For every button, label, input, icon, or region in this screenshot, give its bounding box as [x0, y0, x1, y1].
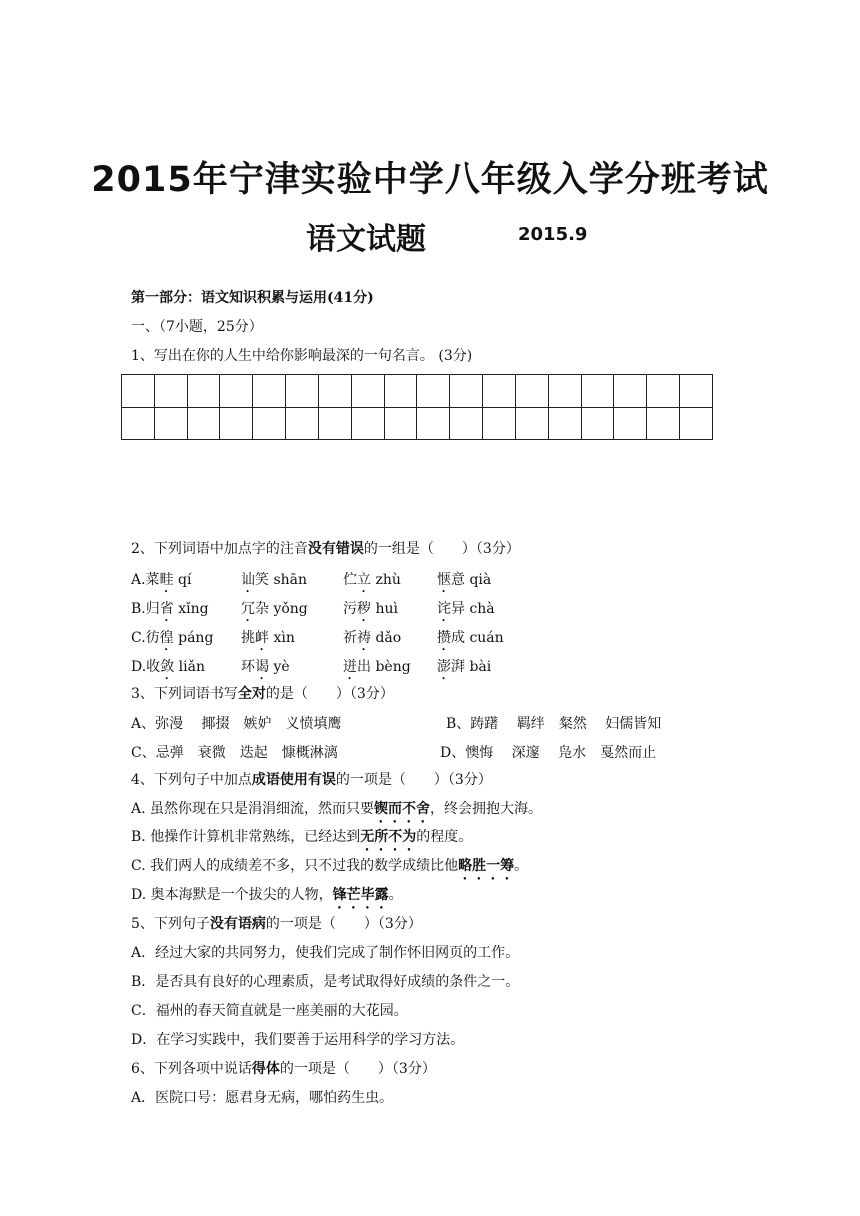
question-4-option-d: D. 奥本海默是一个拔尖的人物，锋芒毕露。 — [131, 887, 403, 903]
answer-grid-cell[interactable] — [187, 407, 220, 440]
answer-grid-cell[interactable] — [384, 375, 417, 408]
question-2-option-item: 讪笑 shān — [241, 572, 308, 588]
answer-grid-cell[interactable] — [450, 375, 483, 408]
answer-grid-cell[interactable] — [253, 375, 286, 408]
answer-grid-cell[interactable] — [450, 407, 483, 440]
exam-date: 2015.9 — [518, 224, 588, 245]
part1-heading: 第一部分：语文知识积累与运用(41分) — [131, 290, 374, 306]
question-2-option-item: 环谒 yè — [241, 659, 290, 675]
answer-grid-cell[interactable] — [483, 407, 516, 440]
question-4-stem: 4、下列句子中加点成语使用有误的一项是（ ）（3分） — [131, 772, 492, 788]
question-2-option-item: A.菜畦 qí — [131, 572, 192, 588]
answer-grid-cell[interactable] — [154, 375, 187, 408]
answer-grid-cell[interactable] — [122, 407, 155, 440]
question-3-option-c: C、忌弹 衰微 迭起 慷概淋漓 — [131, 745, 338, 761]
answer-grid-cell[interactable] — [318, 375, 351, 408]
question-3-option-d: D、懊悔 深邃 凫水 戛然而止 — [440, 745, 657, 761]
answer-grid-cell[interactable] — [417, 375, 450, 408]
answer-grid-cell[interactable] — [515, 375, 548, 408]
question-2-option-item: 污秽 huì — [343, 601, 398, 617]
question-5-option-c: C．福州的春天简直就是一座美丽的大花园。 — [131, 1003, 408, 1019]
answer-grid-cell[interactable] — [253, 407, 286, 440]
question-3-option-a: A、弥漫 揶掇 嫉妒 义愤填鹰 — [131, 716, 342, 732]
answer-grid-cell[interactable] — [286, 375, 319, 408]
question-3-option-b: B、踌躇 羁绊 粲然 妇儒皆知 — [446, 716, 662, 732]
question-5-option-b: B．是否具有良好的心理素质，是考试取得好成绩的条件之一。 — [131, 974, 520, 990]
answer-grid-cell[interactable] — [286, 407, 319, 440]
answer-grid-cell[interactable] — [680, 375, 713, 408]
question-2-option-item: C.彷徨 páng — [131, 630, 214, 646]
question-5-option-a: A．经过大家的共同努力，使我们完成了制作怀旧网页的工作。 — [131, 945, 520, 961]
answer-grid-cell[interactable] — [515, 407, 548, 440]
answer-grid-cell[interactable] — [647, 375, 680, 408]
answer-grid-cell[interactable] — [614, 407, 647, 440]
answer-grid-cell[interactable] — [548, 407, 581, 440]
answer-grid-cell[interactable] — [548, 375, 581, 408]
question-2-stem: 2、下列词语中加点字的注音没有错误的一组是（ ）（3分） — [131, 541, 520, 557]
question-2-option-item: 迸出 bèng — [343, 659, 411, 675]
exam-subtitle: 语文试题 — [306, 222, 426, 257]
answer-grid-cell[interactable] — [187, 375, 220, 408]
section1-heading: 一、（7小题，25分） — [131, 319, 263, 335]
answer-grid-cell[interactable] — [220, 407, 253, 440]
question-2-option-item: 澎湃 bài — [437, 659, 492, 675]
answer-grid-cell[interactable] — [351, 407, 384, 440]
answer-grid-cell[interactable] — [483, 375, 516, 408]
question-2-option-item: 祈祷 dǎo — [343, 630, 402, 646]
answer-grid-cell[interactable] — [351, 375, 384, 408]
answer-grid-cell[interactable] — [318, 407, 351, 440]
answer-grid-cell[interactable] — [581, 375, 614, 408]
answer-grid[interactable] — [121, 374, 713, 440]
question-2-option-item: 诧异 chà — [437, 601, 495, 617]
question-6-stem: 6、下列各项中说话得体的一项是（ ）（3分） — [131, 1061, 436, 1077]
question-6-option-a: A．医院口号：愿君身无病，哪怕药生虫。 — [131, 1090, 394, 1106]
question-1: 1、写出在你的人生中给你影响最深的一句名言。 (3分) — [131, 348, 473, 364]
question-2-option-item: 挑衅 xìn — [241, 630, 295, 646]
question-4-option-c: C. 我们两人的成绩差不多，只不过我的数学成绩比他略胜一筹。 — [131, 858, 529, 874]
answer-grid-cell[interactable] — [614, 375, 647, 408]
question-2-option-item: D.收敛 liǎn — [131, 659, 205, 675]
answer-grid-cell[interactable] — [581, 407, 614, 440]
answer-grid-cell[interactable] — [384, 407, 417, 440]
question-2-option-item: 伫立 zhù — [343, 572, 401, 588]
question-3-stem: 3、下列词语书写全对的是（ ）（3分） — [131, 686, 394, 702]
answer-grid-cell[interactable] — [680, 407, 713, 440]
question-2-option-item: 冗杂 yǒng — [241, 601, 308, 617]
answer-grid-cell[interactable] — [122, 375, 155, 408]
question-2-option-item: 惬意 qià — [437, 572, 492, 588]
exam-title: 2015年宁津实验中学八年级入学分班考试 — [91, 160, 769, 200]
answer-grid-cell[interactable] — [220, 375, 253, 408]
question-5-option-d: D．在学习实践中，我们要善于运用科学的学习方法。 — [131, 1032, 465, 1048]
question-2-option-item: 攒成 cuán — [437, 630, 504, 646]
question-4-option-b: B. 他操作计算机非常熟练，已经达到无所不为的程度。 — [131, 829, 473, 845]
answer-grid-cell[interactable] — [417, 407, 450, 440]
question-5-stem: 5、下列句子没有语病的一项是（ ）（3分） — [131, 916, 422, 932]
question-4-option-a: A. 虽然你现在只是涓涓细流，然而只要锲而不舍，终会拥抱大海。 — [131, 801, 543, 817]
question-2-option-item: B.归省 xǐng — [131, 601, 209, 617]
answer-grid-cell[interactable] — [154, 407, 187, 440]
answer-grid-cell[interactable] — [647, 407, 680, 440]
